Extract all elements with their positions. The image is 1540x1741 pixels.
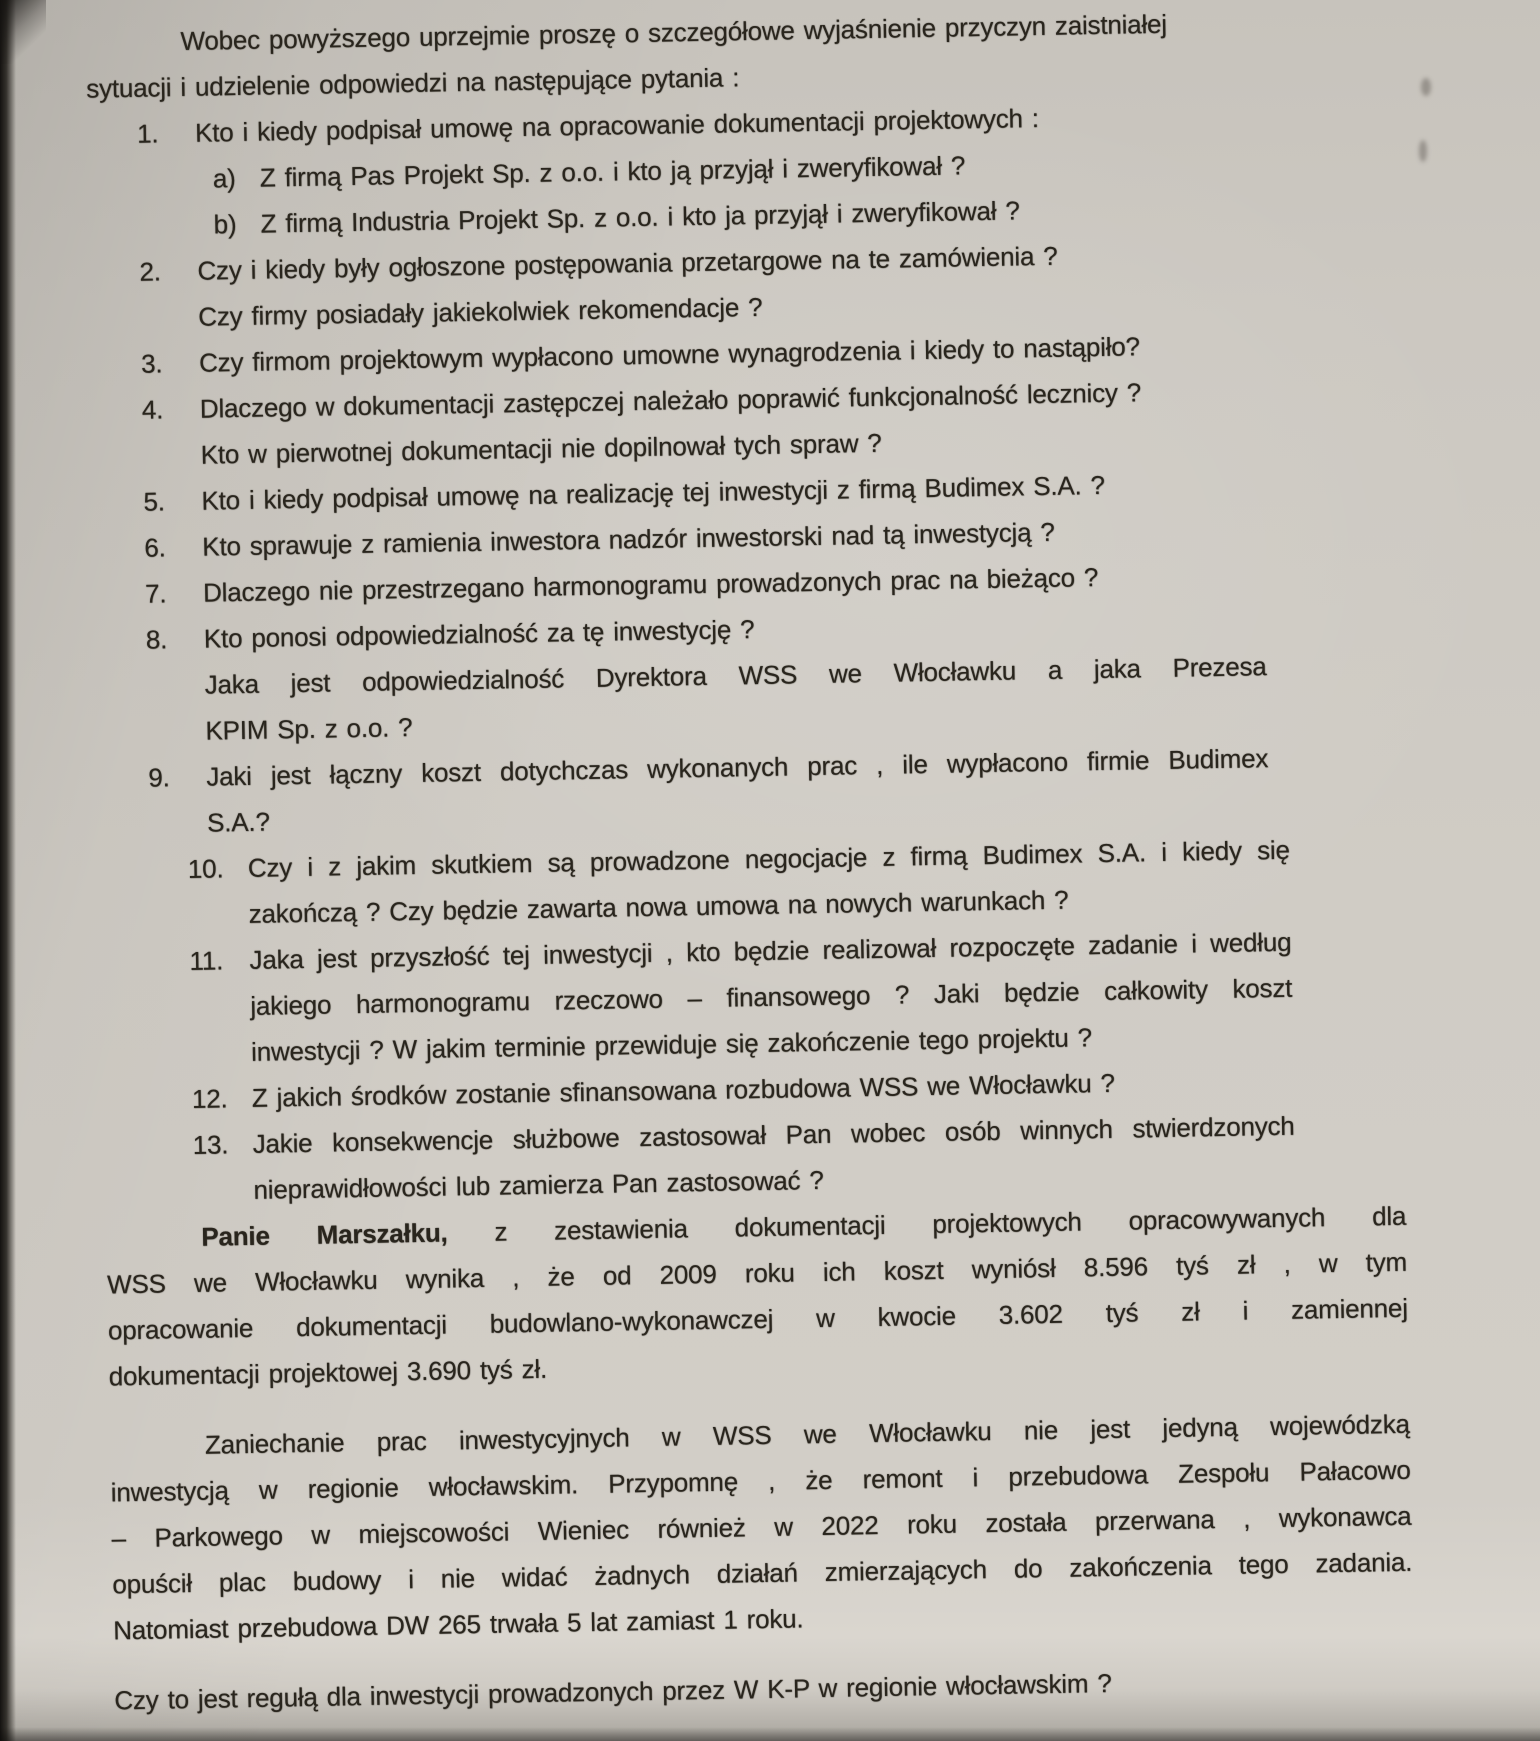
paragraph-line: dokumentacji projektowej 3.690 tyś zł.	[108, 1353, 548, 1392]
question-item-8	[95, 597, 1267, 755]
item-line: Kto w pierwotnej dokumentacji nie dopilnował tych spraw ?	[200, 427, 882, 470]
paragraph-line: Wobec powyższego uprzejmie proszę o szczegółowe wyjaśnienie przyczyn zaistniałej	[180, 8, 1168, 56]
item-line: Dlaczego w dokumentacji zastępczej należało poprawić funkcjonalność lecznicy ?	[199, 377, 1142, 424]
item-line: nieprawidłowości lub zamierza Pan zastosować ?	[253, 1164, 824, 1205]
item-line: Kto i kiedy podpisał umowę na opracowanie dokumentacji projektowych :	[194, 103, 1040, 148]
item-line: Jaka jest odpowiedzialność Dyrektora WSS we Włocławku a jaka Prezesa	[204, 651, 1267, 700]
item-number: 10.	[187, 853, 224, 884]
paragraph-line: opuścił plac budowy i nie widać żadnych działań zmierzających do zakończenia tego zadania.	[112, 1546, 1413, 1600]
item-number: 8.	[145, 624, 168, 655]
paper-speck	[1421, 78, 1431, 96]
closing-paragraph-1	[106, 1193, 1409, 1400]
item-line: Z jakich środków zostanie sfinansowana rozbudowa WSS we Włocławku ?	[251, 1067, 1116, 1113]
paragraph-line: inwestycją w regionie włocławskim. Przypomnę , że remont i przebudowa Zespołu Pałacowo	[110, 1454, 1411, 1508]
paragraph-line: Zaniechanie prac inwestycyjnych w WSS we Włocławku nie jest jedyną wojewódzką	[204, 1408, 1411, 1460]
item-line: Jaka jest przyszłość tej inwestycji , kto będzie realizował rozpoczęte zadanie i według	[249, 926, 1292, 975]
photo-bottom-edge	[0, 1727, 1540, 1741]
document-content	[85, 0, 1415, 1723]
item-line: Czy firmy posiadały jakiekolwiek rekomendacje ?	[197, 291, 763, 332]
item-number: 2.	[139, 256, 162, 287]
item-number: 9.	[148, 762, 170, 793]
paragraph-line: Natomiast przebudowa DW 265 trwała 5 lat zamiast 1 roku.	[112, 1603, 804, 1646]
item-line: inwestycji ? W jakim terminie przewiduje się zakończenie tego projektu ?	[250, 1022, 1093, 1067]
item-line: Kto sprawuje z ramienia inwestora nadzór inwestorski nad tą inwestycją ?	[202, 516, 1055, 562]
item-number: 13.	[192, 1129, 229, 1160]
closing-paragraph-2	[110, 1401, 1414, 1654]
item-line: Kto i kiedy podpisał umowę na realizację tej inwestycji z firmą Budimex S.A. ?	[201, 469, 1106, 516]
subitem-letter: a)	[212, 163, 236, 194]
item-number: 1.	[136, 118, 159, 149]
item-number: 6.	[144, 532, 166, 563]
item-line: Jaki jest łączny koszt dotychczas wykonanych prac , ile wypłacono firmie Budimex	[206, 743, 1269, 792]
item-line: Jakie konsekwencje służbowe zastosował Pan wobec osób winnych stwierdzonych	[252, 1110, 1295, 1159]
subitem-line: Z firmą Industria Projekt Sp. z o.o. i kto ja przyjął i zweryfikował ?	[260, 195, 1020, 239]
paragraph-line: – Parkowego w miejscowości Wieniec również w 2022 roku została przerwana , wykonawca	[111, 1500, 1412, 1554]
item-line: Czy firmom projektowym wypłacono umowne wynagrodzenia i kiedy to nastąpiło?	[198, 331, 1141, 378]
final-question-paragraph	[114, 1655, 1415, 1724]
item-line: Dlaczego nie przestrzegano harmonogramu prowadzonych prac na bieżąco ?	[202, 562, 1099, 608]
item-number: 5.	[143, 486, 166, 517]
item-line: Kto ponosi odpowiedzialność za tę inwestycję ?	[203, 614, 755, 654]
item-line: Czy i kiedy były ogłoszone postępowania przetargowe na te zamówienia ?	[197, 240, 1058, 286]
salutation-bold: Panie Marszałku,	[201, 1217, 448, 1252]
paper-speck	[1419, 140, 1427, 162]
paragraph-line: WSS we Włocławku wynika , że od 2009 roku ich koszt wyniósł 8.596 tyś zł , w tym	[106, 1246, 1408, 1300]
item-number: 3.	[140, 348, 163, 379]
subitem-line: Z firmą Pas Projekt Sp. z o.o. i kto ją przyjął i zweryfikował ?	[259, 150, 966, 193]
paragraph-line-text: z zestawienia dokumentacji projektowych opracowywanych dla	[447, 1200, 1407, 1248]
item-line: KPIM Sp. z o.o. ?	[205, 712, 413, 746]
item-line: S.A.?	[206, 806, 270, 838]
item-number: 4.	[141, 394, 164, 425]
item-line: jakiego harmonogramu rzeczowo – finansowego ? Jaki będzie całkowity koszt	[250, 972, 1293, 1021]
paragraph-line: opracowanie dokumentacji budowlano-wykonawczej w kwocie 3.602 tyś zł i zamiennej	[107, 1292, 1409, 1346]
photo-top-left-corner	[0, 0, 46, 64]
question-item-11	[101, 919, 1293, 1078]
item-number: 7.	[144, 578, 167, 609]
item-line: zakończą ? Czy będzie zawarta nowa umowa na nowych warunkach ?	[248, 884, 1069, 929]
paragraph-line: sytuacji i udzielenie odpowiedzi na następujące pytania :	[85, 62, 740, 104]
item-number: 11.	[189, 945, 224, 976]
item-number: 12.	[191, 1083, 228, 1114]
subitem-letter: b)	[213, 209, 237, 240]
paragraph-line: Czy to jest regułą dla inwestycji prowadzonych przez W K-P w regionie włocławskim ?	[114, 1667, 1112, 1716]
photo-left-edge	[0, 0, 16, 1741]
item-line: Czy i z jakim skutkiem są prowadzone negocjacje z firmą Budimex S.A. i kiedy się	[247, 834, 1290, 883]
